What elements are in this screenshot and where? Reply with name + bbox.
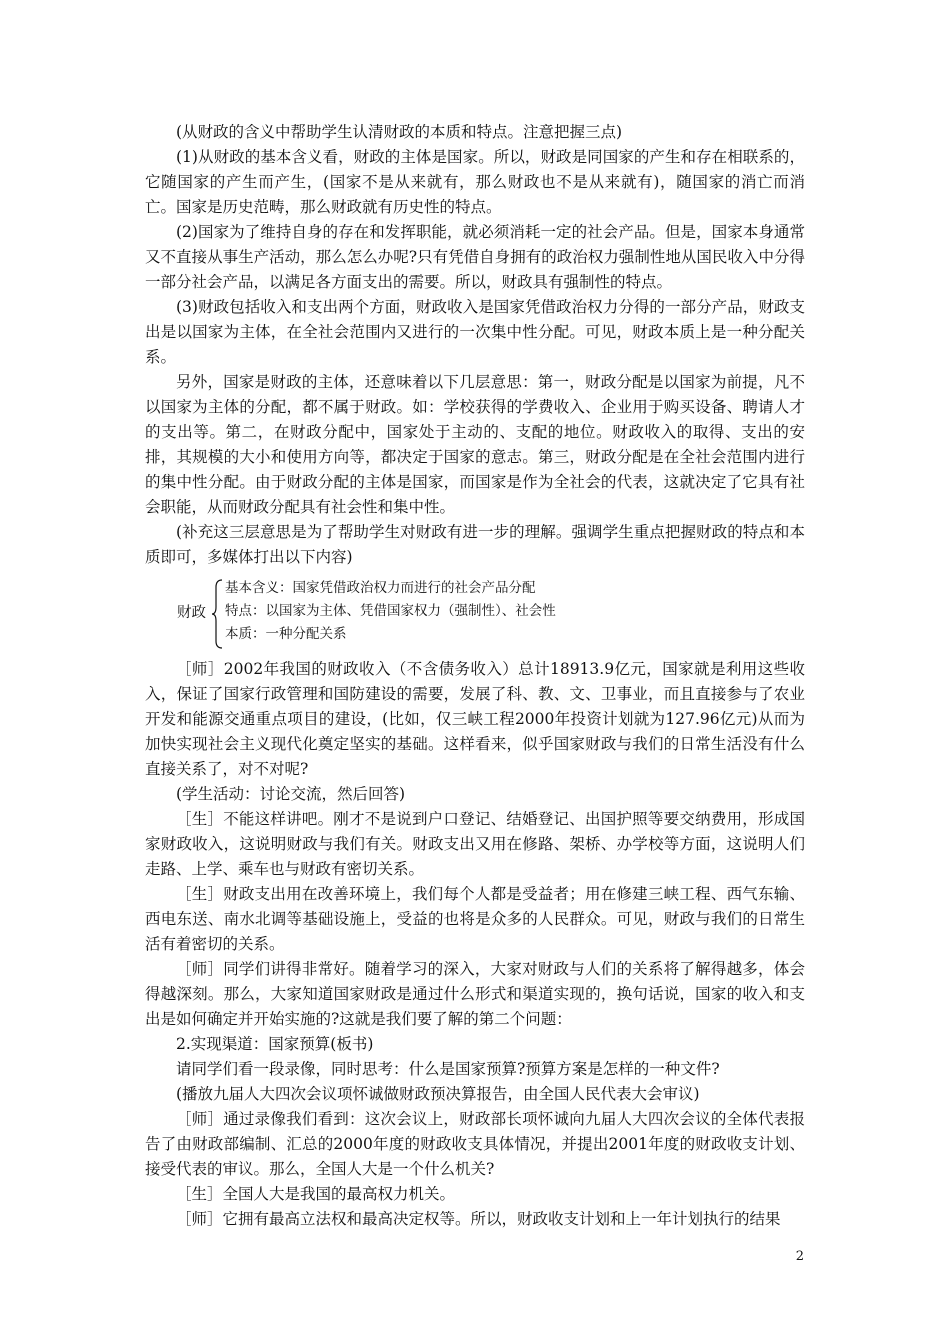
paragraph: ［师］通过录像我们看到：这次会议上，财政部长项怀诚向九届人大四次会议的全体代表报告了由财政部编制、汇总的2000年度的财政收支具体情况，并提出2001年度的财政收支计划、接受代表的审议。那么，全国人大是一个什么机关? <box>145 1110 805 1178</box>
paragraph: ［师］同学们讲得非常好。随着学习的深入，大家对财政与人们的关系将了解得越多，体会得越深刻。那么，大家知道国家财政是通过什么形式和渠道实现的，换句话说，国家的收入和支出是如何确定并开始实施的?这就是我们要了解的第二个问题： <box>145 960 805 1028</box>
page-number: 2 <box>795 1249 804 1264</box>
diagram-label: 财政 <box>177 605 206 621</box>
paragraph: 请同学们看一段录像，同时思考：什么是国家预算?预算方案是怎样的一种文件? <box>176 1060 720 1078</box>
paragraph: ［生］不能这样讲吧。刚才不是说到户口登记、结婚登记、出国护照等要交纳费用，形成国家财政收入，这说明财政与我们有关。财政支出又用在修路、架桥、办学校等方面，这说明人们走路、上学、乘车也与财政有密切关系。 <box>145 810 805 878</box>
paragraph: ［生］财政支出用在改善环境上，我们每个人都是受益者；用在修建三峡工程、西气东输、西电东送、南水北调等基础设施上，受益的也将是众多的人民群众。可见，财政与我们的日常生活有着密切的关系。 <box>145 885 805 953</box>
paragraph: (学生活动：讨论交流，然后回答) <box>176 785 406 803</box>
diagram-items <box>225 577 556 646</box>
paragraph: (3)财政包括收入和支出两个方面，财政收入是国家凭借政治权力分得的一部分产品，财政支出是以国家为主体，在全社会范围内又进行的一次集中性分配。可见，财政本质上是一种分配关系。 <box>145 298 805 366</box>
paragraph: ［师］2002年我国的财政收入（不含债务收入）总计18913.9亿元，国家就是利用这些收入，保证了国家行政管理和国防建设的需要，发展了科、教、文、卫事业，而且直接参与了农业开发和能源交通重点项目的建设，(比如，仅三峡工程2000年投资计划就为127.96亿元)从而为加快实现社会主义现代化奠定坚实的基础。这样看来，似乎国家财政与我们的日常生活没有什么直接关系了，对不对呢? <box>145 660 805 778</box>
paragraph: (补充这三层意思是为了帮助学生对财政有进一步的理解。强调学生重点把握财政的特点和本质即可，多媒体打出以下内容) <box>145 523 805 566</box>
finance-concept-diagram <box>145 575 805 653</box>
diagram-item-definition: 基本含义：国家凭借政治权力而进行的社会产品分配 <box>225 580 536 596</box>
paragraph: ［生］全国人大是我国的最高权力机关。 <box>176 1185 456 1203</box>
paragraph: (播放九届人大四次会议项怀诚做财政预决算报告，由全国人民代表大会审议) <box>176 1085 700 1103</box>
diagram-item-essence: 本质：一种分配关系 <box>225 626 347 642</box>
section-heading: 2.实现渠道：国家预算(板书) <box>176 1035 374 1053</box>
document-body <box>145 120 805 1232</box>
diagram-item-features: 特点：以国家为主体、凭借国家权力（强制性）、社会性 <box>225 603 556 619</box>
paragraph: (1)从财政的基本含义看，财政的主体是国家。所以，财政是同国家的产生和存在相联系的，它随国家的产生而产生，(国家不是从来就有，那么财政也不是从来就有)，随国家的消亡而消亡。国家是历史范畴，那么财政就有历史性的特点。 <box>145 148 805 216</box>
paragraph: ［师］它拥有最高立法权和最高决定权等。所以，财政收支计划和上一年计划执行的结果 <box>176 1210 781 1228</box>
curly-brace-icon <box>211 579 223 649</box>
paragraph: (2)国家为了维持自身的存在和发挥职能，就必须消耗一定的社会产品。但是，国家本身通常又不直接从事生产活动，那么怎么办呢?只有凭借自身拥有的政治权力强制性地从国民收入中分得一部分社会产品，以满足各方面支出的需要。所以，财政具有强制性的特点。 <box>145 223 805 291</box>
paragraph: 另外，国家是财政的主体，还意味着以下几层意思：第一，财政分配是以国家为前提，凡不以国家为主体的分配，都不属于财政。如：学校获得的学费收入、企业用于购买设备、聘请人才的支出等。第二，在财政分配中，国家处于主动的、支配的地位。财政收入的取得、支出的安排，其规模的大小和使用方向等，都决定于国家的意志。第三，财政分配是在全社会范围内进行的集中性分配。由于财政分配的主体是国家，而国家是作为全社会的代表，这就决定了它具有社会职能，从而财政分配具有社会性和集中性。 <box>145 373 805 516</box>
paragraph: (从财政的含义中帮助学生认清财政的本质和特点。注意把握三点) <box>176 123 623 141</box>
